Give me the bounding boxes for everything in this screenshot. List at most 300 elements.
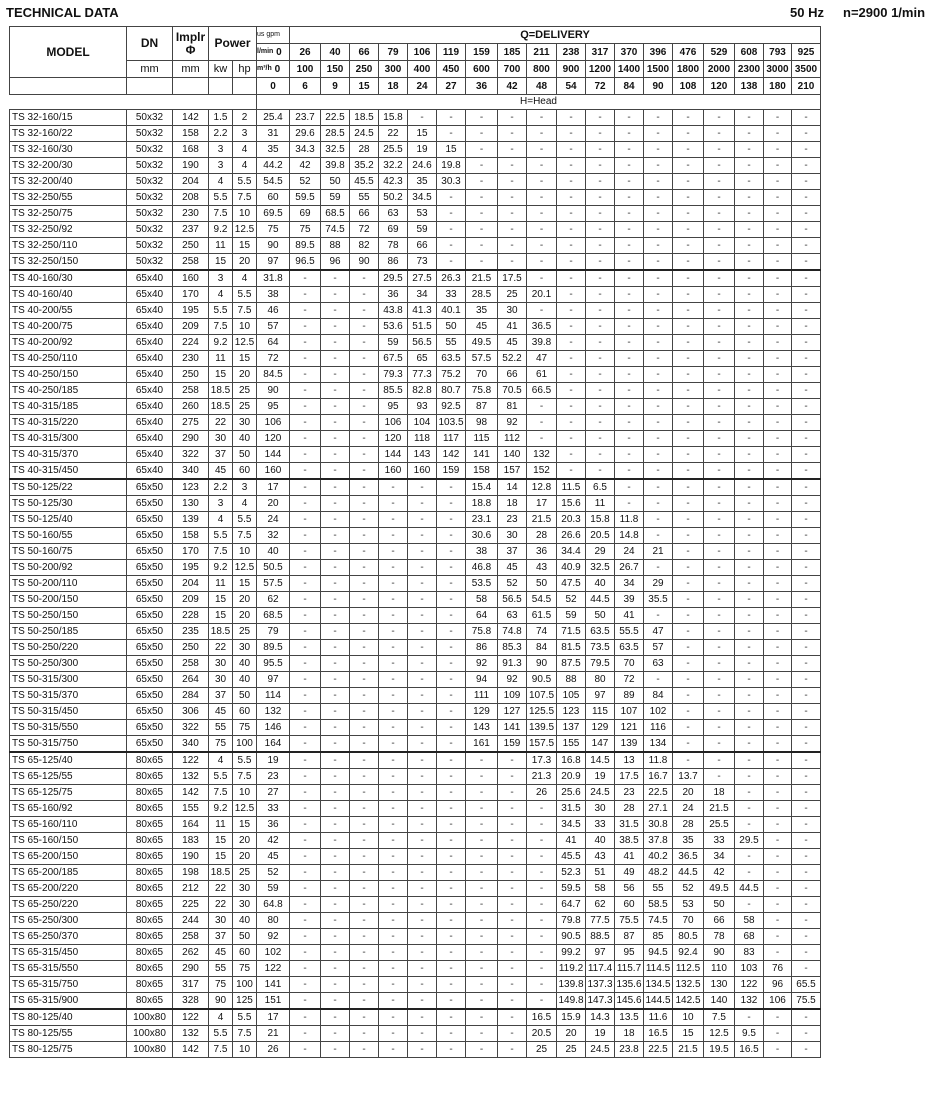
head-value-cell: 72 [350,222,379,238]
dn-cell: 80x65 [127,945,173,961]
head-value-cell: - [586,351,615,367]
head-value-cell: - [350,961,379,977]
table-row [10,961,821,977]
model-cell: TS 65-315/450 [10,945,127,961]
head-value-cell: 28 [673,817,704,833]
head-value-cell: - [764,367,792,383]
head-value-cell: - [557,270,586,287]
head-value-cell: - [290,817,321,833]
head-value-cell: - [792,897,821,913]
head-value-cell: - [764,335,792,351]
head-value-cell: - [673,528,704,544]
head-value-cell: 11.6 [644,1009,673,1026]
kw-cell: 15 [209,849,233,865]
hp-cell: 4 [233,270,257,287]
head-value-cell: - [350,769,379,785]
head-value-cell: 45 [498,560,527,576]
head-value-cell: 11.8 [615,512,644,528]
head-value-cell: - [735,544,764,560]
head-value-cell: 89.5 [290,238,321,254]
head-value-cell: - [350,608,379,624]
head-value-cell: 63.5 [586,624,615,640]
head-value-cell: - [792,688,821,704]
head-value-cell: - [792,222,821,238]
kw-cell: 4 [209,512,233,528]
head-value-cell: 29.5 [379,270,408,287]
head-value-cell: 44.5 [673,865,704,881]
impeller-cell: 158 [173,528,209,544]
technical-data-table-wrapper [9,26,821,1058]
head-value-cell: 25.4 [257,110,290,126]
impeller-cell: 258 [173,383,209,399]
head-value-cell: - [350,640,379,656]
head-value-cell: 31 [257,126,290,142]
head-value-cell: - [735,190,764,206]
head-value-cell: 102 [257,945,290,961]
dn-cell: 65x50 [127,592,173,608]
head-value-cell: - [290,270,321,287]
m3h-value: 120 [704,78,735,95]
head-value-cell: - [350,704,379,720]
head-value-cell: 70.5 [498,383,527,399]
head-value-cell: - [586,238,615,254]
model-cell: TS 32-250/75 [10,206,127,222]
head-value-cell: 99.2 [557,945,586,961]
head-value-cell: 120 [379,431,408,447]
head-value-cell: - [290,287,321,303]
head-value-cell: - [704,496,735,512]
head-value-cell: - [527,254,557,271]
head-value-cell: - [290,769,321,785]
head-value-cell: - [408,833,437,849]
head-value-cell: - [466,801,498,817]
head-value-cell: 59 [321,190,350,206]
dn-cell: 50x32 [127,126,173,142]
head-value-cell: 45.5 [557,849,586,865]
head-value-cell: - [408,881,437,897]
head-value-cell: - [466,254,498,271]
head-value-cell: - [321,817,350,833]
hp-cell: 5.5 [233,174,257,190]
table-row [10,672,821,688]
head-value-cell: - [321,592,350,608]
head-value-cell: 30 [586,801,615,817]
head-value-cell: - [321,624,350,640]
head-value-cell: - [644,270,673,287]
head-value-cell: - [673,736,704,753]
head-value-cell: 28 [615,801,644,817]
dn-cell: 100x80 [127,1026,173,1042]
hp-cell: 30 [233,640,257,656]
head-value-cell: - [792,206,821,222]
head-value-cell: - [644,608,673,624]
head-value-cell: 47.5 [557,576,586,592]
head-value-cell: - [350,929,379,945]
head-value-cell: - [704,254,735,271]
head-value-cell: 79.3 [379,367,408,383]
head-value-cell: 17 [527,496,557,512]
head-value-cell: - [557,238,586,254]
head-value-cell: 36 [257,817,290,833]
head-value-cell: - [321,367,350,383]
kw-cell: 30 [209,913,233,929]
head-value-cell: - [379,849,408,865]
head-value-cell: - [586,287,615,303]
head-value-cell: - [350,367,379,383]
head-value-cell: - [350,688,379,704]
head-value-cell: 40.1 [437,303,466,319]
lpm-value: 300 [379,61,408,78]
head-value-cell: - [498,110,527,126]
head-value-cell: - [644,319,673,335]
head-value-cell: 35.5 [644,592,673,608]
lpm-value: 250 [350,61,379,78]
head-value-cell: - [408,993,437,1010]
head-value-cell: 129 [586,720,615,736]
head-value-cell: 21.5 [704,801,735,817]
kw-cell: 4 [209,1009,233,1026]
head-value-cell: - [735,351,764,367]
impeller-cell: 322 [173,447,209,463]
head-value-cell: 65 [408,351,437,367]
table-row [10,399,821,415]
head-value-cell: 44.2 [257,158,290,174]
head-value-cell: - [557,158,586,174]
lpm-value: 2300 [735,61,764,78]
head-value-cell: - [704,528,735,544]
head-value-cell: - [764,415,792,431]
head-value-cell: - [792,544,821,560]
model-cell: TS 50-315/750 [10,736,127,753]
head-value-cell: 28 [350,142,379,158]
head-value-cell: - [437,110,466,126]
head-value-cell: - [764,865,792,881]
head-value-cell: - [527,865,557,881]
head-value-cell: - [321,560,350,576]
head-value-cell: - [321,1026,350,1042]
head-value-cell: - [792,158,821,174]
head-value-cell: 55.5 [615,624,644,640]
head-value-cell: - [673,190,704,206]
head-value-cell: - [466,752,498,769]
hp-cell: 25 [233,624,257,640]
head-value-cell: 93 [408,399,437,415]
head-value-cell: 23.1 [466,512,498,528]
header-m3h-row [10,78,821,95]
unit-lpm-label: l/min [257,47,274,55]
impeller-cell: 208 [173,190,209,206]
table-row [10,608,821,624]
head-value-cell: - [586,415,615,431]
head-value-cell: - [557,463,586,480]
head-value-cell: 24 [673,801,704,817]
m3h-value: 6 [290,78,321,95]
head-value-cell: - [764,222,792,238]
model-cell: TS 32-250/92 [10,222,127,238]
impeller-cell: 132 [173,1026,209,1042]
head-value-cell: - [379,720,408,736]
dn-cell: 80x65 [127,849,173,865]
m3h-zero: 0 [257,78,290,95]
head-value-cell: - [586,142,615,158]
head-value-cell: 13.7 [673,769,704,785]
head-value-cell: - [408,544,437,560]
head-value-cell: 96.5 [290,254,321,271]
head-value-cell: 144 [257,447,290,463]
head-value-cell: 88 [557,672,586,688]
head-value-cell: - [704,576,735,592]
head-value-cell: 21.5 [527,512,557,528]
head-value-cell: - [321,463,350,480]
head-value-cell: 18 [615,1026,644,1042]
impeller-cell: 183 [173,833,209,849]
head-value-cell: - [290,913,321,929]
speed-label: n=2900 1/min [843,5,925,20]
head-value-cell: - [437,624,466,640]
kw-cell: 4 [209,174,233,190]
head-value-cell: - [764,576,792,592]
hp-cell: 50 [233,929,257,945]
head-value-cell: - [527,399,557,415]
head-value-cell: 158 [466,463,498,480]
head-value-cell: 28.5 [466,287,498,303]
head-value-cell: - [437,190,466,206]
head-value-cell: - [557,254,586,271]
head-value-cell: - [557,351,586,367]
impeller-cell: 250 [173,238,209,254]
table-row [10,1042,821,1058]
head-value-cell: 47 [527,351,557,367]
impeller-cell: 195 [173,303,209,319]
head-value-cell: - [379,672,408,688]
head-value-cell: - [615,351,644,367]
lpm-value: 400 [408,61,437,78]
head-value-cell: - [792,769,821,785]
head-value-cell: 34 [615,576,644,592]
head-value-cell: - [437,222,466,238]
table-row [10,496,821,512]
head-value-cell: - [290,993,321,1010]
head-value-cell: - [321,656,350,672]
head-value-cell: 10 [673,1009,704,1026]
head-value-cell: - [735,672,764,688]
head-value-cell: 85.5 [379,383,408,399]
head-value-cell: 56.5 [408,335,437,351]
impeller-cell: 190 [173,849,209,865]
kw-cell: 30 [209,656,233,672]
head-value-cell: 20 [557,1026,586,1042]
table-row [10,351,821,367]
head-value-cell: - [379,592,408,608]
hp-cell: 12.5 [233,335,257,351]
hp-cell: 30 [233,415,257,431]
head-value-cell: 25.5 [379,142,408,158]
header-filler [173,78,209,95]
head-value-cell: - [290,833,321,849]
hp-cell: 25 [233,383,257,399]
head-value-cell: 69 [379,222,408,238]
head-value-cell: - [764,126,792,142]
impeller-cell: 284 [173,688,209,704]
head-value-cell: 75.5 [792,993,821,1010]
head-value-cell: 36 [527,544,557,560]
head-value-cell: - [290,688,321,704]
head-value-cell: - [350,544,379,560]
head-value-cell: - [321,1042,350,1058]
head-value-cell: - [350,720,379,736]
head-value-cell: - [498,752,527,769]
head-value-cell: 45 [466,319,498,335]
head-value-cell: - [437,496,466,512]
head-value-cell: - [379,977,408,993]
head-value-cell: - [792,496,821,512]
head-value-cell: - [408,576,437,592]
head-value-cell: 71.5 [557,624,586,640]
kw-cell: 55 [209,720,233,736]
head-value-cell: 86 [466,640,498,656]
head-value-cell: - [735,206,764,222]
head-value-cell: - [586,206,615,222]
head-value-cell: 20 [673,785,704,801]
gpm-value: 608 [735,44,764,61]
gpm-value: 317 [586,44,615,61]
head-value-cell: - [290,945,321,961]
head-value-cell: 6.5 [586,479,615,496]
head-value-cell: - [379,961,408,977]
head-value-cell: 41 [557,833,586,849]
head-value-cell: - [437,528,466,544]
head-value-cell: - [408,769,437,785]
head-value-cell: 61.5 [527,608,557,624]
impeller-cell: 130 [173,496,209,512]
dn-cell: 50x32 [127,174,173,190]
head-value-cell: 80.7 [437,383,466,399]
head-value-cell: - [644,415,673,431]
head-value-cell: - [350,415,379,431]
head-value-cell: 68.5 [257,608,290,624]
head-value-cell: - [321,945,350,961]
head-value-cell: - [321,801,350,817]
head-value-cell: 77.3 [408,367,437,383]
dn-cell: 65x50 [127,576,173,592]
head-value-cell: - [704,206,735,222]
head-value-cell: - [379,688,408,704]
head-value-cell: 24.5 [586,785,615,801]
head-value-cell: - [673,206,704,222]
head-value-cell: - [735,142,764,158]
head-value-cell: - [408,929,437,945]
head-value-cell: 74 [527,624,557,640]
table-row [10,849,821,865]
head-value-cell: 12.8 [527,479,557,496]
head-value-cell: - [527,881,557,897]
head-value-cell: 63 [498,608,527,624]
head-value-cell: - [704,158,735,174]
head-value-cell: - [290,496,321,512]
dn-cell: 80x65 [127,833,173,849]
head-value-cell: - [735,897,764,913]
head-value-cell: 63 [379,206,408,222]
head-value-cell: 57 [257,319,290,335]
head-value-cell: - [764,833,792,849]
head-value-cell: 36.5 [673,849,704,865]
head-value-cell: 81 [498,399,527,415]
lpm-value: 3500 [792,61,821,78]
head-value-cell: 53.6 [379,319,408,335]
head-value-cell: - [527,415,557,431]
head-value-cell: - [644,158,673,174]
hp-cell: 4 [233,496,257,512]
head-value-cell: - [792,704,821,720]
kw-cell: 11 [209,351,233,367]
head-value-cell: 66 [498,367,527,383]
dn-cell: 65x50 [127,720,173,736]
head-value-cell: - [615,335,644,351]
hp-cell: 60 [233,945,257,961]
head-value-cell: - [615,190,644,206]
head-value-cell: 25.6 [557,785,586,801]
head-value-cell: - [615,287,644,303]
gpm-value: 119 [437,44,466,61]
head-value-cell: - [350,351,379,367]
dn-cell: 100x80 [127,1042,173,1058]
head-value-cell: - [350,752,379,769]
head-value-cell: - [466,110,498,126]
head-value-cell: - [704,463,735,480]
table-row [10,463,821,480]
head-value-cell: 114.5 [644,961,673,977]
head-value-cell: 122 [735,977,764,993]
head-value-cell: - [586,270,615,287]
head-value-cell: 50 [437,319,466,335]
head-value-cell: - [379,881,408,897]
head-value-cell: - [764,319,792,335]
head-value-cell: - [437,608,466,624]
head-value-cell: - [321,287,350,303]
head-value-cell: 65.5 [792,977,821,993]
head-value-cell: - [764,287,792,303]
head-value-cell: 54.5 [527,592,557,608]
kw-cell: 18.5 [209,865,233,881]
head-value-cell: - [290,1026,321,1042]
head-value-cell: - [673,496,704,512]
hp-cell: 5.5 [233,752,257,769]
head-value-cell: - [350,463,379,480]
head-value-cell: - [290,1042,321,1058]
head-value-cell: - [764,431,792,447]
dn-cell: 65x40 [127,287,173,303]
head-value-cell: - [704,431,735,447]
head-value-cell: - [704,769,735,785]
table-row [10,110,821,126]
head-value-cell: - [498,1026,527,1042]
head-value-cell: - [792,913,821,929]
head-value-cell: - [735,254,764,271]
table-row [10,945,821,961]
kw-cell: 7.5 [209,544,233,560]
head-value-cell: - [615,238,644,254]
head-value-cell: - [615,206,644,222]
model-cell: TS 65-125/55 [10,769,127,785]
head-value-cell: - [735,496,764,512]
head-value-cell: - [792,801,821,817]
head-value-cell: - [321,849,350,865]
head-value-cell: - [557,415,586,431]
head-value-cell: - [673,752,704,769]
head-value-cell: 43 [586,849,615,865]
head-value-cell: - [644,222,673,238]
model-cell: TS 50-160/75 [10,544,127,560]
